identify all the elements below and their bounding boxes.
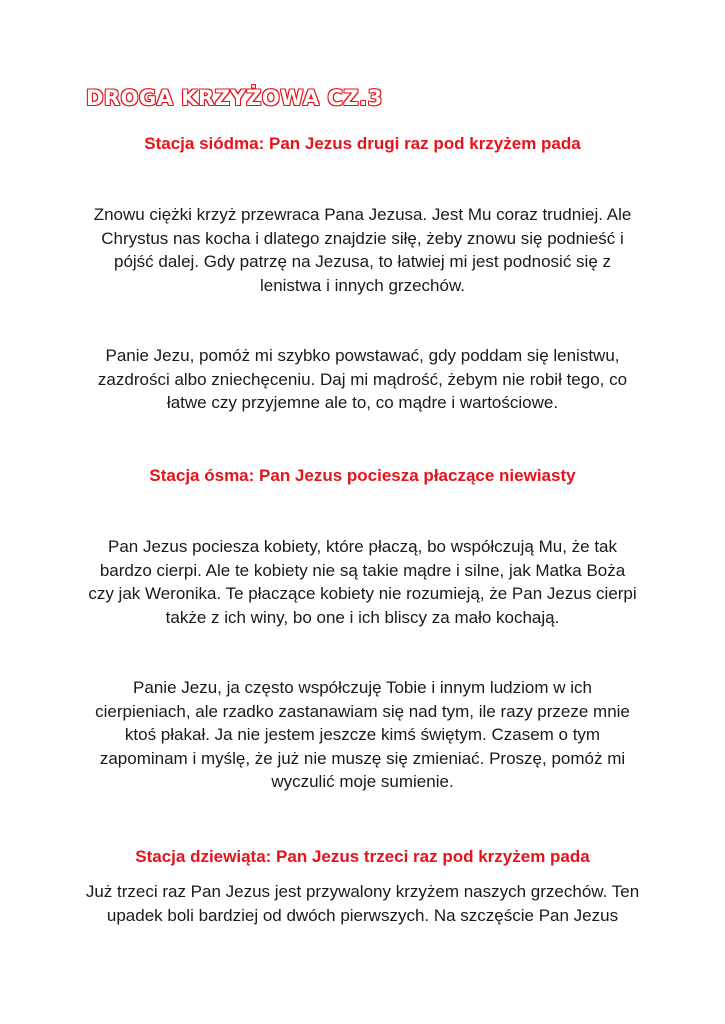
text-line: Znowu ciężki krzyż przewraca Pana Jezusa. Jest Mu coraz trudniej. Ale <box>93 205 632 224</box>
station-8-paragraph-1 <box>80 535 645 629</box>
text-line: pójść dalej. Gdy patrzę na Jezusa, to łatwiej mi jest podnosić się z <box>113 252 612 271</box>
text-line: cierpieniach, ale rzadko zastanawiam się nad tym, ile razy przeze mnie <box>95 701 630 721</box>
station-7-paragraph-2 <box>80 344 645 415</box>
text-line: ktoś płakał. Ja nie jestem jeszcze kimś świętym. Czasem o tym <box>124 725 601 744</box>
text-line: czy jak Weronika. Te płaczące kobiety nie rozumieją, że Pan Jezus cierpi <box>88 584 637 603</box>
text-line: bardzo cierpi. Ale te kobiety nie są takie mądre i silne, jak Matka Boża <box>99 560 626 580</box>
text-line: lenistwa i innych grzechów. <box>259 275 466 295</box>
station-9-heading: Stacja dziewiąta: Pan Jezus trzeci raz pod krzyżem pada <box>135 847 590 866</box>
document-title: DROGA KRZYŻOWA CZ.3 <box>86 86 383 110</box>
text-line: łatwe czy przyjemne ale to, co mądre i wartościowe. <box>166 393 559 412</box>
text-line: zapominam i myślę, że już nie muszę się zmieniać. Proszę, pomóż mi <box>99 748 626 768</box>
text-line: Już trzeci raz Pan Jezus jest przywalony krzyżem naszych grzechów. Ten <box>85 882 640 901</box>
station-9-paragraph-1 <box>80 880 645 927</box>
text-line: wyczulić moje sumienie. <box>271 772 454 791</box>
text-line: Panie Jezu, pomóż mi szybko powstawać, gdy poddam się lenistwu, <box>105 346 620 365</box>
text-line: upadek boli bardziej od dwóch pierwszych. Na szczęście Pan Jezus <box>106 905 619 925</box>
text-line: Chrystus nas kocha i dlatego znajdzie siłę, żeby znowu się podnieść i <box>101 228 624 248</box>
station-7-paragraph-1 <box>80 203 645 297</box>
text-line: także z ich winy, bo one i ich bliscy za mało kochają. <box>165 607 560 627</box>
station-8-heading: Stacja ósma: Pan Jezus pociesza płaczące niewiasty <box>149 466 576 485</box>
text-line: Panie Jezu, ja często współczuję Tobie i innym ludziom w ich <box>133 678 592 697</box>
text-line: Pan Jezus pociesza kobiety, które płaczą, bo współczują Mu, że tak <box>108 537 617 556</box>
station-8-paragraph-2 <box>80 676 645 794</box>
text-line: zazdrości albo zniechęceniu. Daj mi mądrość, żebym nie robił tego, co <box>97 369 628 389</box>
station-7-heading: Stacja siódma: Pan Jezus drugi raz pod krzyżem pada <box>144 134 581 153</box>
